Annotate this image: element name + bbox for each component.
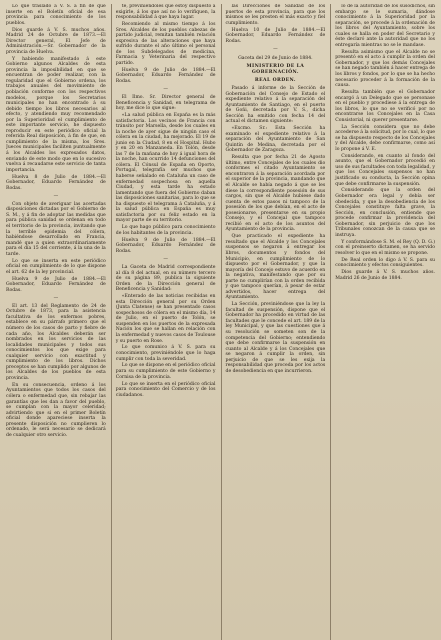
paragraph: lo de la autoridad de los susodichos, sin embargo se le sumaria, dándose conocimiento á la Superioridad por la separación, se procede á la ordenación de los libros del Ayuntamiento, sobre los cuales se halla en poder del Secretario y éste declaró ante la autoridad que no los entregaría mientras no se le mandase.: [335, 4, 435, 48]
paragraph: Resulta que por fecha 21 de Agosto último, entre Concejales de los cuales dio conformes el citado Ayuntamiento se encontraron á la separación acordada por el superior de la provincia, mandando que el Alcalde se había negado á que se les diese la correspondiente posesión de sus cargos, sin que el Alcalde hubiese dado cuenta de estos pasos ni tampoco de la posesión de los que debían, en el acto de posesionarse, presentarse en su propio Consejo, y el Concejal que tampoco recibió en el acto de los asuntos del Ayuntamiento de la provincia.: [225, 155, 326, 233]
paragraph: Que practicado el expediente ha resultado que el Alcalde y los Concejales suspensos se negaron á entregar los libros, documentos y fondos del Municipio, en cumplimiento de lo dispuesto por el Gobernador, y que la mayoría del Concejo estuvo de acuerdo en la negativa, manifestando que por su parte no cumplirían con la orden recibida y que tampoco querían, á pesar de estar advertidos, hacer entrega del Ayuntamiento.: [225, 234, 326, 301]
paragraph: La Sección considera que no debe accederse á la solicitud, por lo cual, lo que se ha dispuesto respecto de los Concejales y del Alcalde, debe confirmarse, como así lo propone á V. E.: [335, 124, 435, 152]
paragraph: Huelva 9 de Julio de 1884.—El Gobernador, Eduardo Fernández de Rodas.: [115, 67, 216, 84]
paragraph: Lo que se inserta en este periódico oficial en cumplimiento de lo que dispone el art. 62 de la ley provincial.: [6, 258, 106, 275]
paragraph: «La salud pública en España es la más satisfactoria. Los vecinos de Francia con tránsito por Marsella, desde los cuales en la noche de ayer sigue de ningún caso el cólera en la ciudad, ha mejorado. El 19 de junio en la Ciudad, 8 en el Hospital. Hubo y en 20 en Manzaneda. En Tolón, desde las 7 de la mañana de hoy á igual hora de la noche, han ocurrido 14 defunciones del cólera. El Cónsul de España en Oporto, Portugal, telegrafía ser muchos que haberse señalado en Cataluña un caso de enfermedad sospechosa en aquella Ciudad, y esta tarde ha estado lamentando que fuera del Gobierno daban las disposiciones sanitarias, para lo que se ha dispuesto el telegrama á Cataluña, y á la salud pública en España es muy satisfactoria por su feliz estado en la mayor parte de su territorio.: [115, 113, 216, 224]
paragraph: La Sección, previniéndose que la ley la facultad de suspensión, dispone que el Gobernador ha procedido en virtud de las facultades que le concede el art. 189 de la ley Municipal, y que las cuestiones que á su resolución se someten son de la competencia del Gobierno; entendiendo que debe confirmarse la suspensión en cuanto al Alcalde y á los Concejales que se negaron á cumplir la orden, sin perjuicio de que se les exija la responsabilidad que proceda por los actos de desobediencia en que incurrieron.: [225, 302, 326, 374]
separator-rule: —: [163, 257, 168, 263]
column-3: [221, 4, 326, 640]
paragraph: te, previniéndoles que estoy dispuesto á exigirle, á los que así no lo verifiquen, la responsabilidad á que haya lugar.: [115, 4, 216, 21]
paragraph: El Ilmo. Sr. Director general de Beneficencia y Sanidad, en telegrama de hoy, me dice lo que sigue:: [115, 94, 216, 112]
column-4: [330, 4, 435, 640]
paragraph: Pasado á informe de la Sección de Gobernación del Consejo de Estado el expediente relativo á la separación del Ayuntamiento de Santiago, en el puerto de Goñi, decretada por V. S., dicha Sección ha emitido con fecha 14 del actual el dictamen siguiente:: [225, 85, 326, 125]
paragraph: Dios guarde á V. S. muchos años. Madrid 26 de Junio de 1884.: [335, 270, 435, 281]
section-heading: REAL ORDEN.: [254, 78, 296, 84]
paragraph: Huelva 8 de Julio de 1884.—El Gobernador, Eduardo Fernández de Rodas.: [6, 174, 106, 191]
paragraph: Lo que hago público para conocimiento de los habitantes de la provincia.: [115, 225, 216, 236]
text-columns: [6, 4, 435, 640]
paragraph: Recomiendo al mismo tiempo á los Sres. Alcaldes de los pueblos cabezas de partido judicial, remitan también relación expresiva de las alteraciones que haya sufrido durante el año último el personal de los Subdelegados de medicina, Farmacia y Veterinaria del respectivo partido.: [115, 22, 216, 66]
paragraph: Resulta también que el Gobernador encargó á un Delegado que se personase en el pueblo y procediese á la entrega de los libros, lo que no se verificó por no encontrarse los Concejales en la Casa Consistorial, ni querer presentarse.: [335, 89, 435, 123]
separator-rule: —: [163, 87, 168, 93]
column-2: [111, 4, 216, 640]
section-heading: MINISTERIO DE LA GOBERNACIÓN.: [246, 64, 305, 75]
paragraph: Y conformándose S. M. el Rey (Q. D. G.) con el preinserto dictamen, se ha servido resolver lo que en el mismo se propone.: [335, 239, 435, 256]
paragraph: Huelva 10 de Julio de 1884.—El Gobernador, Eduardo Fernández de Rodas.: [225, 27, 326, 44]
paragraph: Dios guarde á V. S. muchos años. Madrid 24 de Octubre de 1873.—El Director general, El Jefe de Administración.—Sr. Gobernador de la provincia de Huelva.: [6, 27, 106, 55]
paragraph: las Direcciones de Sanidad de los puertos de esta provincia, para que los mismos se les presten el más exacto y fiel cumplimiento.: [225, 4, 326, 26]
dateline: Gaceta del 29 de Junio de 1884.: [238, 55, 313, 61]
separator-rule: —: [273, 47, 278, 53]
paragraph: Resulta asimismo que el Alcalde no se presentó en el acto á cumplir la orden del Gobernador, y que los demás Concejales se han negado también á hacer entrega de los libros y fondos, por lo que se ha hecho necesario proceder á la formación de la causa.: [335, 49, 435, 89]
paragraph: Considerando que la orden del Gobernador era legal y debía ser obedecida, y que la desobediencia de los Concejales constituye falta grave, la Sección, en conclusión, entiende que procede confirmar la providencia del Gobernador, sin perjuicio de que los Tribunales conozcan de la causa que se instruya.: [335, 188, 435, 238]
paragraph: Lo que se dispone en el periódico oficial para su cumplimiento de este Gobierno y Cornisa de la provincia.: [115, 363, 216, 380]
separator-rule: —: [53, 296, 59, 302]
paragraph: De Real orden lo digo á V. S. para su conocimiento y efectos consiguientes.: [335, 257, 435, 269]
paragraph: Considerando, en cuanto al fondo del asunto, que el Gobernador procedió en uso de sus facultades con toda legalidad, y que los Concejales suspensos no han justificado su conducta, la Sección opina que debe confirmarse la suspensión.: [335, 153, 435, 187]
paragraph: Huelva 9 de Julio de 1884.—El Gobernador, Eduardo Fernández de Rodas.: [6, 276, 106, 293]
column-1: [6, 4, 106, 640]
separator-rule: —: [53, 194, 59, 200]
paragraph: Lo que comunico á V. S. para su conocimiento, previniéndole que lo haga cumplir con toda la severidad.: [115, 345, 216, 362]
paragraph: El art. 13 del Reglamento de 24 de Octubre de 1873, para la asistencia facultativa de los enfermos pobres, establece en su párrafo primero que el número de los casos de parto y fiebre de cada año, los Alcaldes deberán ser nombrados en los servicios de las localidades municipales y todos sus conocimientos los que exige para cualquier servicio con exactitud y cumplimiento de los libros. Dichos preceptos se han cumplido por algunos de los Alcaldes de los pueblos de esta provincia.: [6, 303, 106, 381]
paragraph: La Gaceta de Madrid correspondiente al día 8 del actual, en su número tercero de su página 89, publica la siguiente Orden de la Dirección general de Beneficencia y Sanidad:: [115, 265, 216, 293]
paragraph: En su consecuencia, ordeno á los Ayuntamientos que todos los casos del cólera o enfermedad que, sin rebajar las garantías que les dan a favor del pueblo, se cumplan con la mayor celeridad; advirtiendo que si en el primer Boletín oficial donde apareciese inserta la presente disposición no cumplieren lo ordenado, le será necesario se dedicará de cualquier otro servicio.: [6, 382, 106, 438]
paragraph: Huelva 9 de Julio de 1884.—El Gobernador, Eduardo Fernández de Rodas.: [115, 237, 216, 254]
paragraph: Y habiendo manifestado á este Gobierno algunos Alcaldes de esta provincia la imposibilidad en que se encuentran de poder realizar, con la regularidad que el Gobierno ordena, los trabajos anuales del movimiento de población conforme con los respectivos modelos, porque los Secretarios municipales no han encontrado á su debido tiempo los libros necesarios al efecto, y atendiendo muy recomendado por la Superioridad el cumplimiento de este importante servicio, he dispuesto reproducir en este periódico oficial la referida Real disposición, á fin de que, en cumplimiento de la misma, los Sres. Jueces municipales faciliten puntualmente á los Alcaldes los expresados datos, enviando de este modo que en lo sucesivo vuelva á recaudarse este servicio de tanta importancia.: [6, 56, 106, 173]
paragraph: Lo que traslado á V. S. á fin de que inserte en el Boletín oficial de esa provincia para conocimiento de los pueblos.: [6, 4, 106, 26]
paragraph: «Enterado de las noticias recibidas en esta Dirección general por su Orden (Junta Clatense) se han presentado casos sospechosos de cólera en el mismo día, 14 de Julio, en el puerto de Tolón, se suspenden en los puertos de la expresada Nación los que se hallan en relación con la enfermedad y nuevos casos de Toulouse y su puerto en Rose.: [115, 294, 216, 344]
paragraph: Lo que se inserta en el periódico oficial para conocimiento del Comercio y de los ciudadanos.: [115, 381, 216, 398]
paragraph: Con objeto de averiguar las acertadas disposiciones dictadas por el Gobierno de S. M., y á fin de adoptar las medidas que para pública sanidad se ordenan en todo el territorio de la provincia, invitando que la terrible epidemia del cólera, habiéndose desarrollado en Francia, mandé que a quien extraordinariamente para el día 15 del corriente, á la una de la tarde.: [6, 201, 106, 257]
paragraph: «Excmo. Sr.: Esta Sección ha examinado el expediente relativo á la separación del Ayuntamiento de San Quintín de Medina, decretada por el Gobernador de Zaragoza.: [225, 126, 326, 154]
